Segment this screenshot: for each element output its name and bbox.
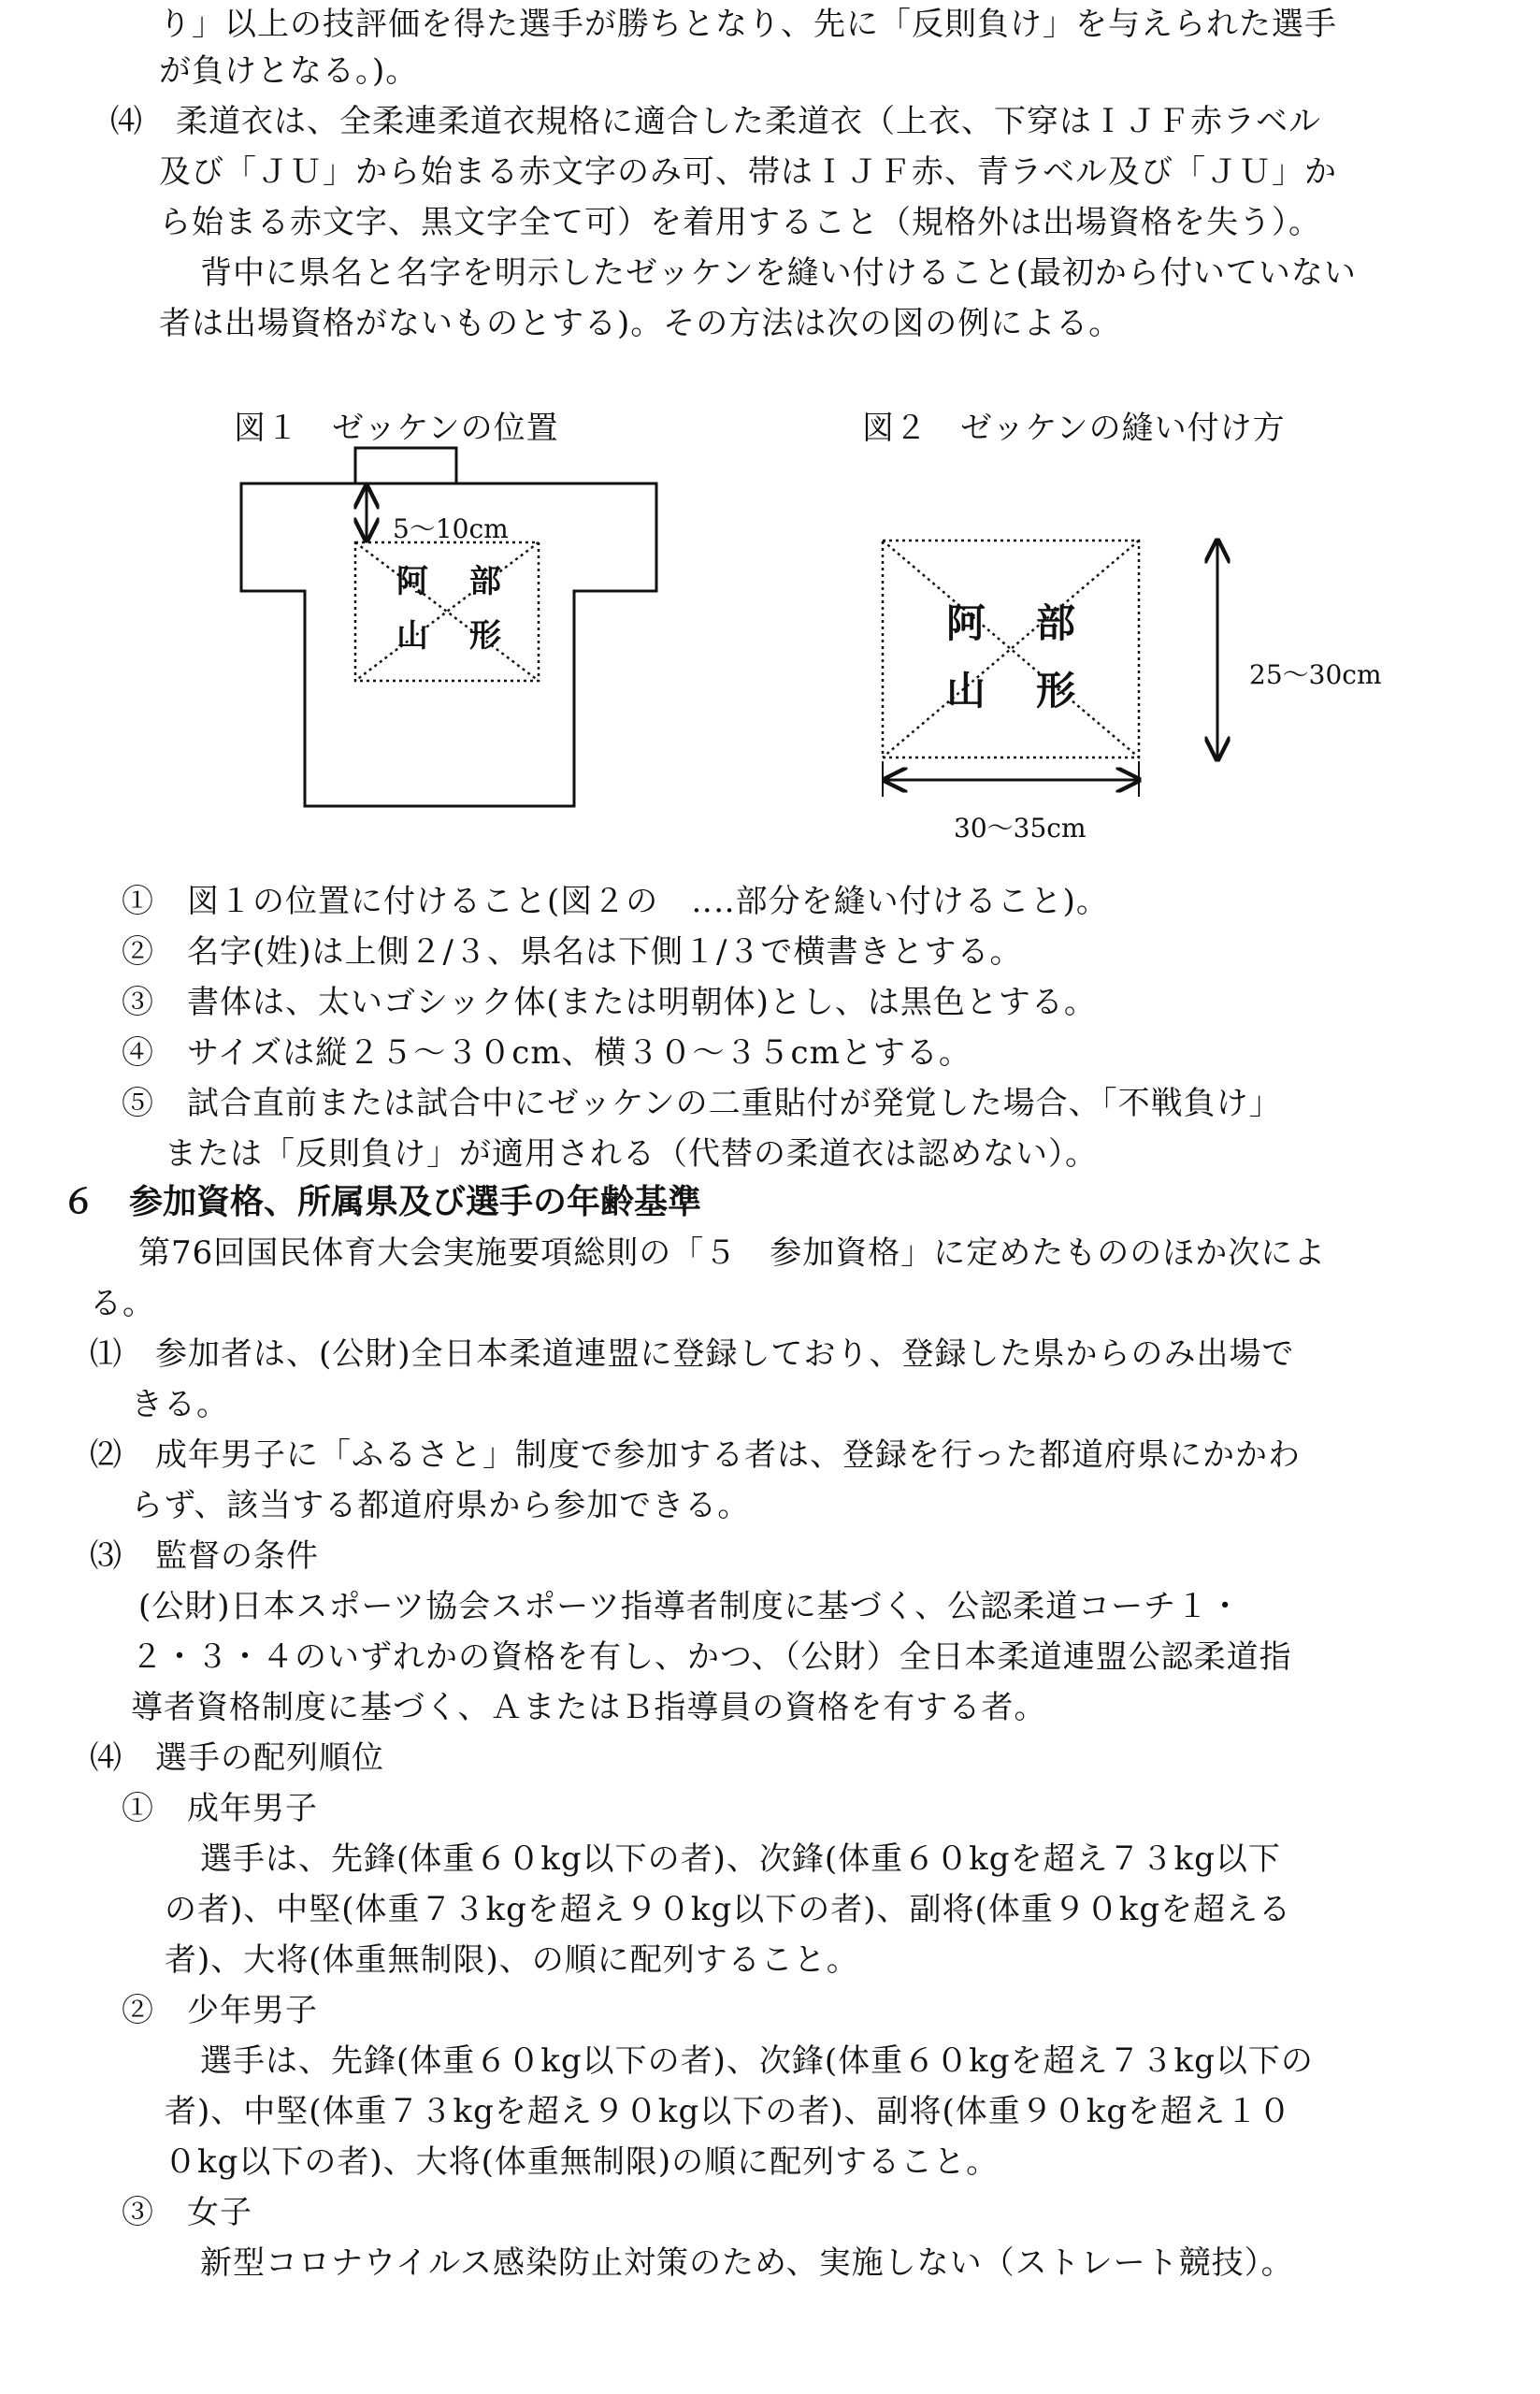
- bib-char: 阿: [396, 563, 428, 600]
- bib-figures: [0, 0, 1540, 898]
- rule-item: ③ 書体は、太いゴシック体(または明朝体)とし、は黒色とする。: [122, 984, 1097, 1021]
- text-line: ０kg以下の者)、大将(体重無制限)の順に配列すること。: [165, 2143, 1000, 2181]
- rule-item: ④ サイズは縦２５～３０cm、横３０～３５cmとする。: [122, 1034, 971, 1072]
- text-line: ら始まる赤文字、黒文字全て可）を着用すること（規格外は出場資格を失う）。: [159, 204, 1321, 241]
- text-line: 者)、大将(体重無制限)、の順に配列すること。: [165, 1941, 859, 1979]
- figure1-bib: [355, 542, 539, 681]
- text-line: ⑵ 成年男子に「ふるさと」制度で参加する者は、登録を行った都道府県にかかわ: [90, 1436, 1301, 1474]
- text-line: り」以上の技評価を得た選手が勝ちとなり、先に「反則負け」を与えられた選手: [159, 6, 1337, 43]
- text-line: 導者資格制度に基づく、ＡまたはＢ指導員の資格を有する者。: [131, 1689, 1047, 1726]
- figure2-width-label: 30～35cm: [954, 813, 1087, 844]
- text-line: ① 成年男子: [122, 1790, 318, 1827]
- text-line: ② 少年男子: [122, 1992, 318, 2029]
- text-line: らず、該当する都道府県から参加できる。: [131, 1487, 751, 1524]
- figure2-height-label: 25～30cm: [1249, 659, 1382, 690]
- text-line: 選手は、先鋒(体重６０kg以下の者)、次鋒(体重６０kgを超え７３kg以下の: [200, 2042, 1314, 2080]
- text-line: ⑷ 柔道衣は、全柔連柔道衣規格に適合した柔道衣（上衣、下穿はＩＪＦ赤ラベル: [110, 103, 1321, 140]
- figure2-bib: [883, 541, 1139, 757]
- text-line: が負けとなる。)。: [159, 52, 419, 90]
- text-line: ⑴ 参加者は、(公財)全日本柔道連盟に登録しており、登録した県からのみ出場で: [90, 1335, 1295, 1373]
- text-line: ⑷ 選手の配列順位: [90, 1739, 384, 1777]
- text-line: の者)、中堅(体重７３kgを超え９０kg以下の者)、副将(体重９０kgを超える: [165, 1891, 1292, 1928]
- section-heading: ６ 参加資格、所属県及び選手の年齢基準: [62, 1183, 702, 1221]
- text-line: 新型コロナウイルス感染防止対策のため、実施しない（ストレート競技）。: [200, 2244, 1294, 2282]
- text-line: 背中に県名と名字を明示したゼッケンを縫い付けること(最初から付いていない: [200, 254, 1357, 292]
- rule-item: ⑤ 試合直前または試合中にゼッケンの二重貼付が発覚した場合、「不戦負け」: [122, 1085, 1282, 1122]
- bib-char: 形: [469, 617, 501, 655]
- bib-char: 形: [1036, 668, 1076, 714]
- bib-char: 山: [946, 668, 986, 714]
- rule-item: ② 名字(姓)は上側２/３、県名は下側１/３で横書きとする。: [122, 933, 1023, 971]
- text-line: 第76回国民体育大会実施要項総則の「５ 参加資格」に定めたもののほか次によ: [138, 1234, 1327, 1272]
- bib-char: 阿: [946, 600, 986, 646]
- text-line: る。: [90, 1285, 155, 1322]
- rule-item: ① 図１の位置に付けること(図２の ‥‥部分を縫い付けること)。: [122, 883, 1109, 920]
- text-line: ２・３・４のいずれかの資格を有し、かつ、（公財）全日本柔道連盟公認柔道指: [131, 1638, 1292, 1676]
- bib-char: 部: [469, 563, 501, 600]
- bib-char: 部: [1036, 600, 1076, 646]
- figure1-caption: 図１ ゼッケンの位置: [234, 410, 559, 447]
- text-line: (公財)日本スポーツ協会スポーツ指導者制度に基づく、公認柔道コーチ１・: [138, 1588, 1243, 1625]
- text-line: ③ 女子: [122, 2194, 252, 2231]
- figure1-dimension-label: 5～10cm: [393, 513, 509, 544]
- text-line: 者は出場資格がないものとする)。その方法は次の図の例による。: [159, 305, 1122, 342]
- text-line: 者)、中堅(体重７３kgを超え９０kg以下の者)、副将(体重９０kgを超え１０: [165, 2093, 1292, 2130]
- text-line: 選手は、先鋒(体重６０kg以下の者)、次鋒(体重６０kgを超え７３kg以下: [200, 1840, 1281, 1878]
- judo-jacket-outline: [241, 448, 656, 806]
- figure2-caption: 図２ ゼッケンの縫い付け方: [862, 410, 1286, 447]
- rule-item-continuation: または「反則負け」が適用される（代替の柔道衣は認めない）。: [165, 1135, 1098, 1173]
- text-line: 及び「ＪＵ」から始まる赤文字のみ可、帯はＩＪＦ赤、青ラベル及び「ＪＵ」か: [159, 153, 1337, 191]
- text-line: きる。: [131, 1386, 229, 1423]
- bib-char: 山: [396, 617, 428, 655]
- text-line: ⑶ 監督の条件: [90, 1537, 319, 1575]
